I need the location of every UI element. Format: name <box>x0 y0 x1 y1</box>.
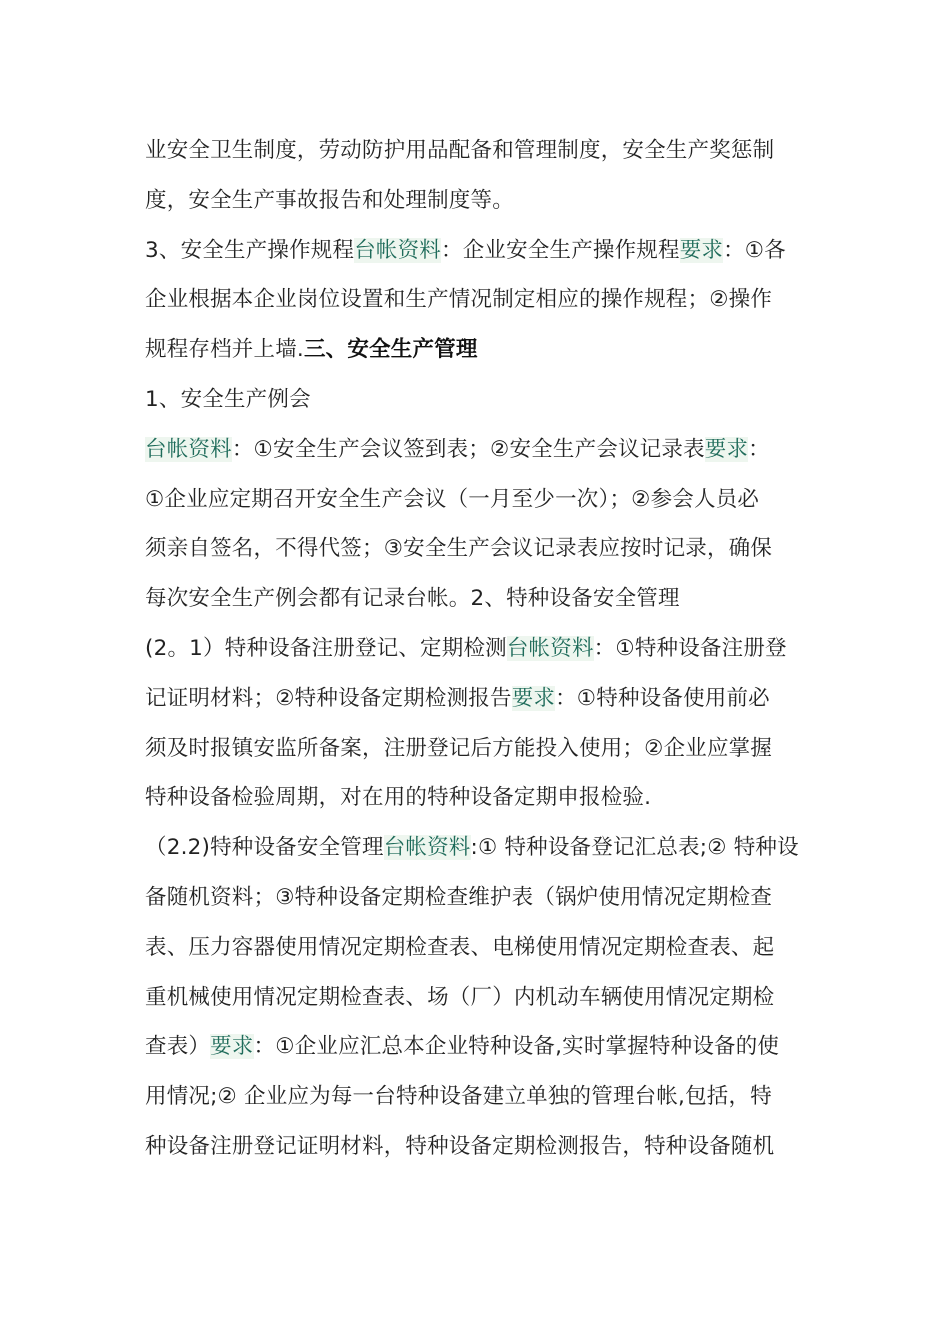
text-segment: ：①特种设备使用前必 <box>555 685 770 711</box>
text-line <box>145 275 815 325</box>
text-segment: 3、安全生产操作规程 <box>145 237 355 263</box>
text-line <box>145 773 815 823</box>
text-segment: 规程存档并上墙. <box>145 337 304 363</box>
highlighted-keyword: 要求 <box>210 1034 254 1060</box>
text-segment: ：①安全生产会议签到表；②安全生产会议记录表 <box>231 436 705 462</box>
text-segment: 每次安全生产例会都有记录台帐。2、特种设备安全管理 <box>145 586 680 612</box>
document-body <box>145 126 815 1172</box>
text-line <box>145 475 815 525</box>
text-line <box>145 1022 815 1072</box>
highlighted-keyword: 台帐资料 <box>145 436 232 462</box>
text-segment: ①企业应定期召开安全生产会议（一月至少一次）；②参会人员必 <box>145 486 760 512</box>
text-segment: ：①特种设备注册登 <box>593 635 787 661</box>
text-segment: (2。1）特种设备注册登记、定期检测 <box>145 635 507 661</box>
text-segment: 须及时报镇安监所备案，注册登记后方能投入使用；②企业应掌握 <box>145 735 773 761</box>
text-segment: 记证明材料；②特种设备定期检测报告 <box>145 685 512 711</box>
text-line <box>145 873 815 923</box>
text-segment: 种设备注册登记证明材料，特种设备定期检测报告，特种设备随机 <box>145 1133 775 1159</box>
text-segment: 查表） <box>145 1034 211 1060</box>
text-segment: 度，安全生产事故报告和处理制度等。 <box>145 187 514 213</box>
text-line <box>145 126 815 176</box>
text-segment: 特种设备检验周期，对在用的特种设备定期申报检验. <box>145 785 652 811</box>
text-segment: 须亲自签名，不得代签；③安全生产会议记录表应按时记录，确保 <box>145 536 773 562</box>
text-line <box>145 176 815 226</box>
highlighted-keyword: 要求 <box>704 436 749 462</box>
text-segment: 1、安全生产例会 <box>145 386 311 412</box>
text-segment: ：①各 <box>723 237 786 263</box>
text-line <box>145 1072 815 1122</box>
text-line <box>145 574 815 624</box>
text-line <box>145 674 815 724</box>
text-line <box>145 923 815 973</box>
section-heading: 三、安全生产管理 <box>303 337 478 363</box>
text-segment: ：①企业应汇总本企业特种设备,实时掌握特种设备的使 <box>253 1034 780 1060</box>
text-segment: 备随机资料；③特种设备定期检查维护表（锅炉使用情况定期检查 <box>145 884 773 910</box>
highlighted-keyword: 台帐资料 <box>506 635 594 661</box>
text-segment: 企业根据本企业岗位设置和生产情况制定相应的操作规程；②操作 <box>145 287 773 313</box>
text-segment: :① 特种设备登记汇总表;② 特种设 <box>470 835 799 861</box>
text-line <box>145 425 815 475</box>
text-segment: ： <box>748 436 770 462</box>
text-line <box>145 375 815 425</box>
highlighted-keyword: 要求 <box>511 685 556 711</box>
text-line <box>145 1122 815 1172</box>
highlighted-keyword: 台帐资料 <box>383 835 471 861</box>
text-segment: ：企业安全生产操作规程 <box>441 237 680 263</box>
text-segment: 重机械使用情况定期检查表、场（厂）内机动车辆使用情况定期检 <box>145 984 775 1010</box>
text-line <box>145 724 815 774</box>
text-line <box>145 973 815 1023</box>
text-line <box>145 823 815 873</box>
highlighted-keyword: 要求 <box>679 237 724 263</box>
text-line <box>145 325 815 375</box>
text-line <box>145 226 815 276</box>
highlighted-keyword: 台帐资料 <box>354 237 441 263</box>
text-line <box>145 524 815 574</box>
text-segment: 业安全卫生制度，劳动防护用品配备和管理制度，安全生产奖惩制 <box>145 138 775 163</box>
text-segment: 用情况;② 企业应为每一台特种设备建立单独的管理台帐,包括，特 <box>145 1084 772 1110</box>
text-line <box>145 624 815 674</box>
text-segment: 表、压力容器使用情况定期检查表、电梯使用情况定期检查表、起 <box>145 934 775 960</box>
text-segment: （2.2)特种设备安全管理 <box>145 835 384 861</box>
